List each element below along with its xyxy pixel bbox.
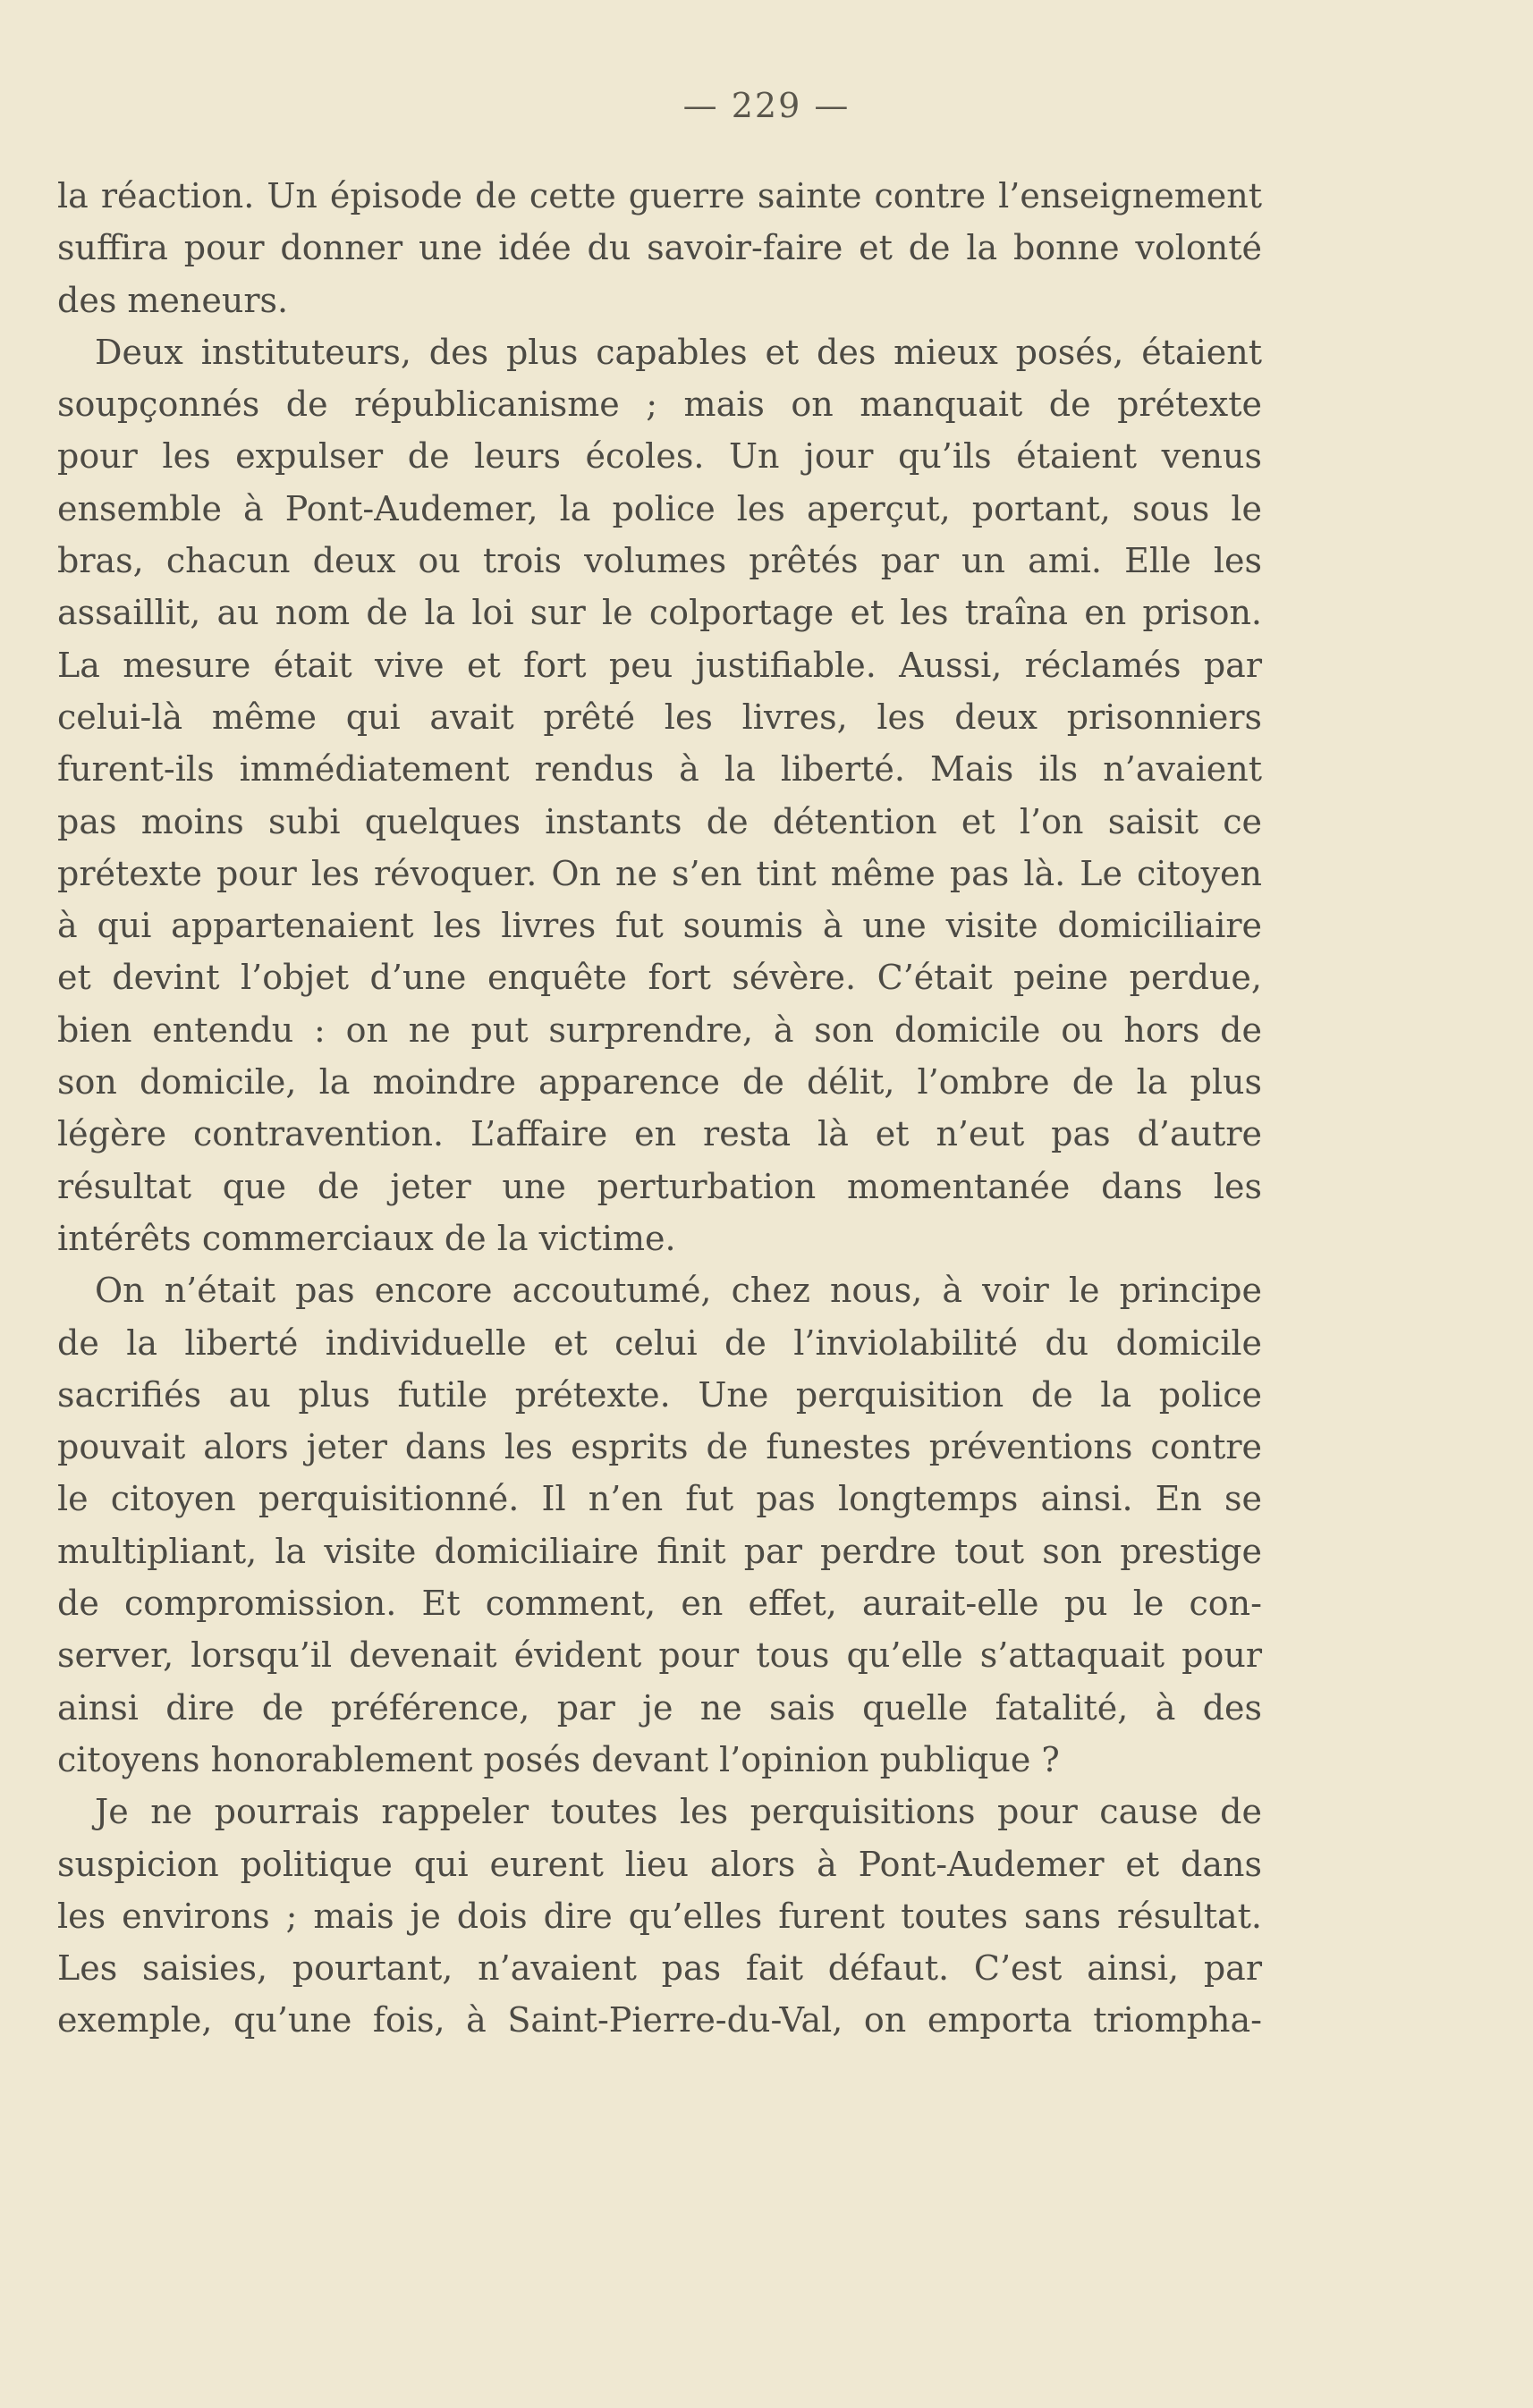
text-line: le citoyen perquisitionné. Il n’en fut pas longtemps ainsi. En se [57,1479,1262,1519]
text-line: de compromission. Et comment, en effet, aurait-elle pu le con- [57,1584,1262,1624]
text-line: soupçonnés de républicanisme ; mais on manquait de prétexte [57,384,1262,425]
text-line: Je ne pourrais rappeler toutes les perquisitions pour cause de [95,1792,1262,1832]
text-line: On n’était pas encore accoutumé, chez nous, à voir le principe [95,1271,1262,1311]
text-line: de la liberté individuelle et celui de l’inviolabilité du domicile [57,1322,1262,1363]
text-line: celui-là même qui avait prêté les livres, les deux prisonniers [57,697,1262,737]
text-line: et devint l’objet d’une enquête fort sévère. C’était peine perdue, [57,958,1262,998]
text-line: suspicion politique qui eurent lieu alors à Pont-Audemer et dans [57,1844,1262,1884]
text-line: Les saisies, pourtant, n’avaient pas fait défaut. C’est ainsi, par [57,1948,1262,1989]
text-line: son domicile, la moindre apparence de délit, l’ombre de la plus [57,1062,1262,1103]
text-line: ainsi dire de préférence, par je ne sais quelle fatalité, à des [57,1687,1262,1728]
text-line: suffira pour donner une idée du savoir-faire et de la bonne volonté [57,228,1262,268]
text-line: les environs ; mais je dois dire qu’elles furent toutes sans résultat. [57,1896,1262,1936]
text-line: assaillit, au nom de la loi sur le colportage et les traîna en prison. [57,593,1262,633]
text-line: citoyens honorablement posés devant l’opinion publique ? [57,1739,1060,1779]
text-line: server, lorsqu’il devenait évident pour tous qu’elle s’attaquait pour [57,1635,1262,1676]
text-line: à qui appartenaient les livres fut soumis à une visite domiciliaire [57,906,1262,946]
text-line: bras, chacun deux ou trois volumes prêtés par un ami. Elle les [57,541,1262,581]
text-line: sacrifiés au plus futile prétexte. Une perquisition de la police [57,1374,1262,1415]
text-line: des meneurs. [57,280,289,320]
text-line: exemple, qu’une fois, à Saint-Pierre-du-Val, on emporta triompha- [57,2000,1262,2040]
text-line: pas moins subi quelques instants de détention et l’on saisit ce [57,801,1262,841]
text-line: prétexte pour les révoquer. On ne s’en tint même pas là. Le citoyen [57,853,1262,893]
text-line: Deux instituteurs, des plus capables et des mieux posés, étaient [95,332,1262,372]
page-number: — 229 — [682,86,851,125]
body-text [57,170,1262,2047]
text-line: pouvait alors jeter dans les esprits de funestes préventions contre [57,1427,1262,1467]
text-line: furent-ils immédiatement rendus à la liberté. Mais ils n’avaient [57,749,1262,790]
text-line: pour les expulser de leurs écoles. Un jour qu’ils étaient venus [57,436,1262,477]
text-line: résultat que de jeter une perturbation momentanée dans les [57,1166,1262,1206]
text-line: intérêts commerciaux de la victime. [57,1218,676,1258]
text-line: La mesure était vive et fort peu justifiable. Aussi, réclamés par [57,645,1262,685]
text-line: ensemble à Pont-Audemer, la police les aperçut, portant, sous le [57,488,1262,528]
text-line: la réaction. Un épisode de cette guerre sainte contre l’enseignement [57,176,1262,215]
text-line: légère contravention. L’affaire en resta là et n’eut pas d’autre [57,1114,1262,1154]
text-line: bien entendu : on ne put surprendre, à son domicile ou hors de [57,1010,1262,1050]
text-line: multipliant, la visite domiciliaire finit par perdre tout son prestige [57,1531,1262,1571]
